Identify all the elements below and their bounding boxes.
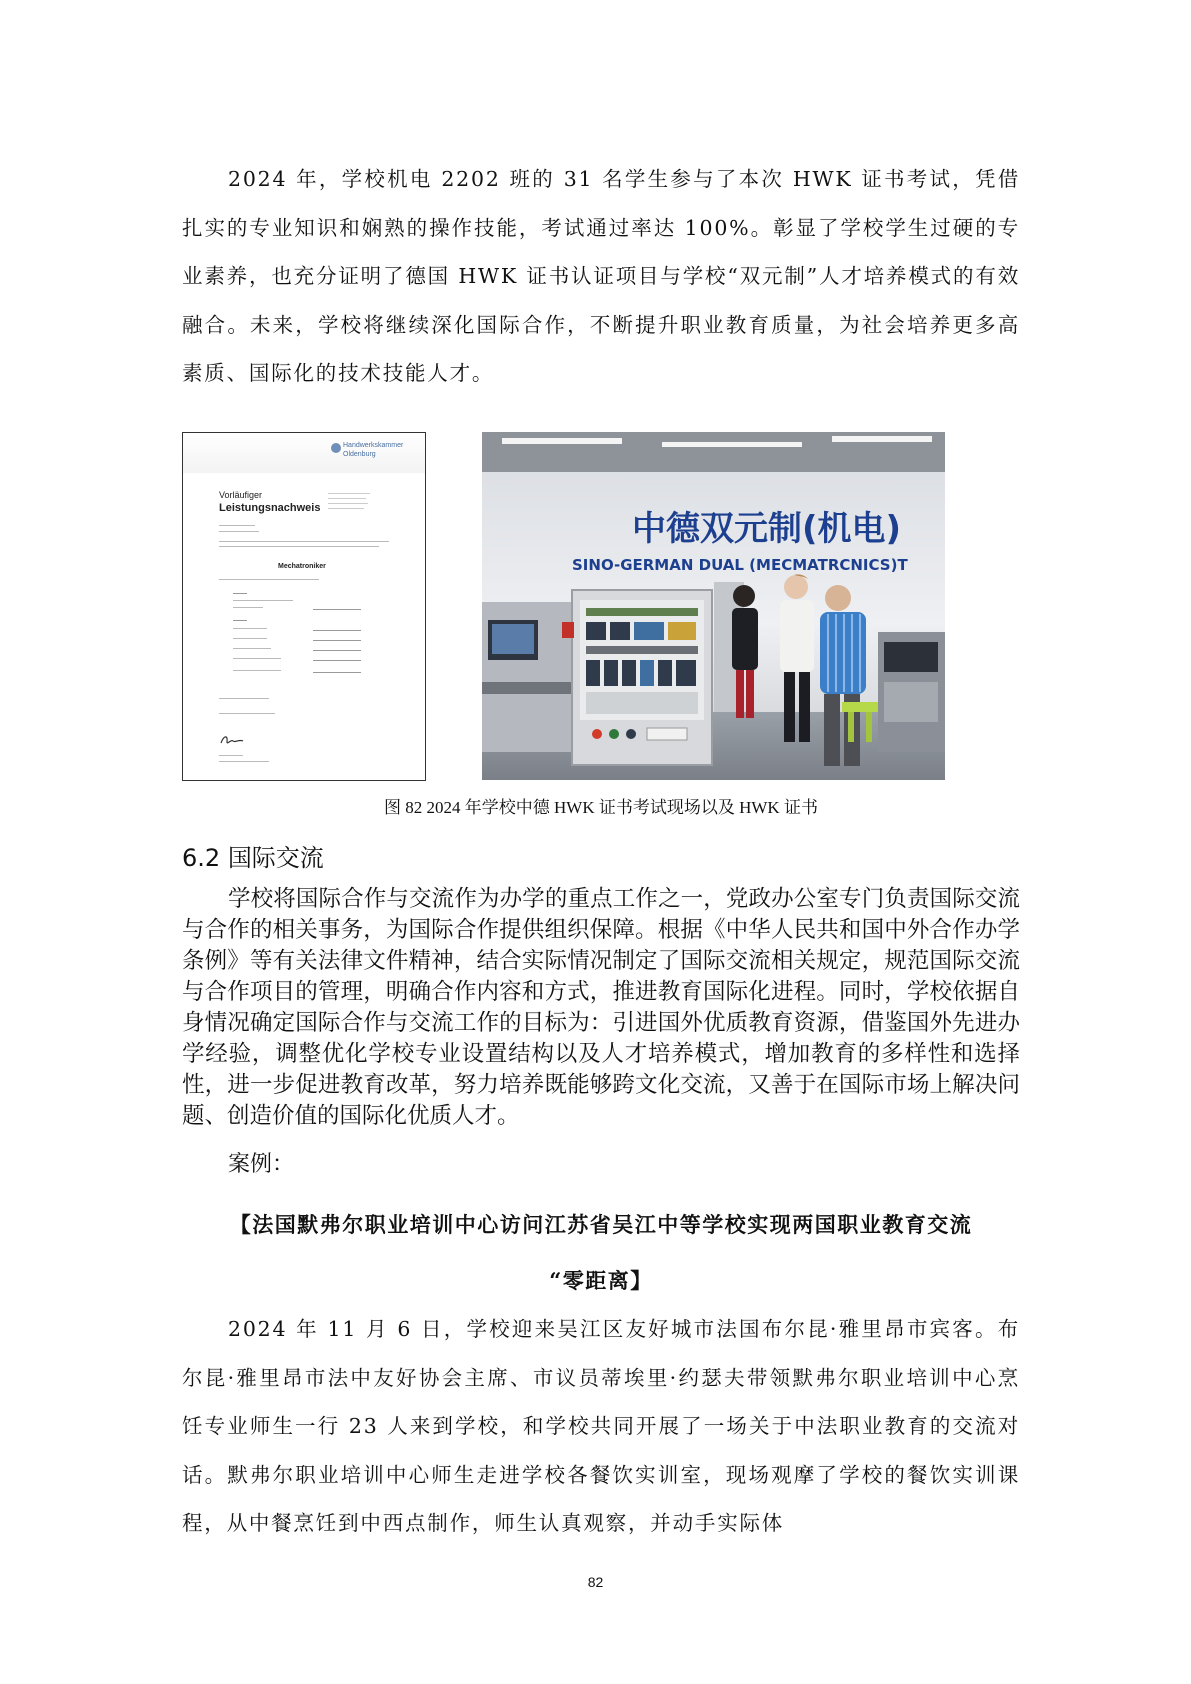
cert-text-row [313,609,361,610]
section-number: 6.2 [182,844,221,872]
section-title: 国际交流 [227,844,324,872]
cert-text-row [233,620,247,621]
cert-text-row [328,503,368,504]
cert-text-row [233,658,281,659]
cert-text-row [233,648,271,649]
certificate-heading: Mechatroniker [278,563,326,570]
cert-text-row [313,660,361,661]
cert-text-row [219,755,243,756]
cert-text-row [219,541,389,542]
section-heading [182,842,324,874]
cert-text-row [313,650,361,651]
case-title-line2: “零距离】 [549,1268,653,1293]
cert-text-row [328,493,370,494]
case-label: 案例： [228,1152,295,1177]
cert-text-row [233,607,263,608]
certificate-title-line2: Leistungsnachweis [219,502,321,514]
cert-text-row [233,600,293,601]
lab-sign-chinese: 中德双元制(机电) [632,509,902,549]
cert-text-row [233,593,247,594]
hwk-exam-lab-photo [482,432,945,780]
cert-text-row [233,628,267,629]
chamber-logo-icon [331,443,341,453]
cert-text-row [219,531,259,532]
signature-icon [219,733,245,747]
certificate-logo-text: Handwerkskammer Oldenburg [343,442,404,458]
hwk-certificate-image [182,432,426,781]
cert-text-row [219,713,275,714]
cert-text-row [219,698,269,699]
cert-text-row [233,670,281,671]
paragraph-international-exchange: 学校将国际合作与交流作为办学的重点工作之一，党政办公室专门负责国际交流与合作的相关事务，为国际合作提供组织保障。根据《中华人民共和国中外合作办学条例》等有关法律文件精神，结合实际情况制定了国际交流相关规定，规范国际交流与合作项目的管理，明确合作内容和方式，推进教育国际化进程。同时，学校依据自身情况确定国际合作与交流工作的目标为：引进国外优质教育资源，借鉴国外先进办学经验，调整优化学校专业设置结构以及人才培养模式，增加教育的多样性和选择性，进一步促进教育改革，努力培养既能够跨文化交流，又善于在国际市场上解决问题、创造价值的国际化优质人才。 [182,886,1020,1129]
paragraph-hwk-exam: 2024 年，学校机电 2202 班的 31 名学生参与了本次 HWK 证书考试，凭借扎实的专业知识和娴熟的操作技能，考试通过率达 100%。彰显了学校学生过硬的专业素养，也充分证明了德国 HWK 证书认证项目与学校“双元制”人才培养模式的有效融合。未来，学校将继续深化国际合作，不断提升职业教育质量，为社会培养更多高素质、国际化的技术技能人才。 [182,167,1020,385]
cert-text-row [313,672,361,673]
lab-sign-english: SINO-GERMAN DUAL (MECMATRCNICS)T [572,556,908,574]
cert-text-row [219,525,255,526]
paragraph-case-visit: 2024 年 11 月 6 日，学校迎来吴江区友好城市法国布尔昆·雅里昂市宾客。布尔昆·雅里昂市法中友好协会主席、市议员蒂埃里·约瑟夫带领默弗尔职业培训中心烹饪专业师生一行 23 人来到学校，和学校共同开展了一场关于中法职业教育的交流对话。默弗尔职业培训中心师生走进学校各餐饮实训室，现场观摩了学校的餐饮实训课程，从中餐烹饪到中西点制作，师生认真观察，并动手实际体 [182,1317,1020,1535]
figure-caption: 图 82 2024 年学校中德 HWK 证书考试现场以及 HWK 证书 [384,798,818,817]
page-number: 82 [587,1574,604,1590]
certificate-title [219,489,320,515]
certificate-title-line1: Vorläufiger [219,490,263,500]
cert-text-row [328,498,366,499]
cert-text-row [219,761,269,762]
cert-text-row [219,579,319,580]
cert-text-row [313,640,361,641]
case-title-line1: 【法国默弗尔职业培训中心访问江苏省吴江中等学校实现两国职业教育交流 [229,1212,973,1237]
cert-text-row [313,630,361,631]
cert-text-row [219,546,379,547]
cert-text-row [233,638,267,639]
case-title [182,1197,1020,1309]
cert-text-row [328,508,364,509]
